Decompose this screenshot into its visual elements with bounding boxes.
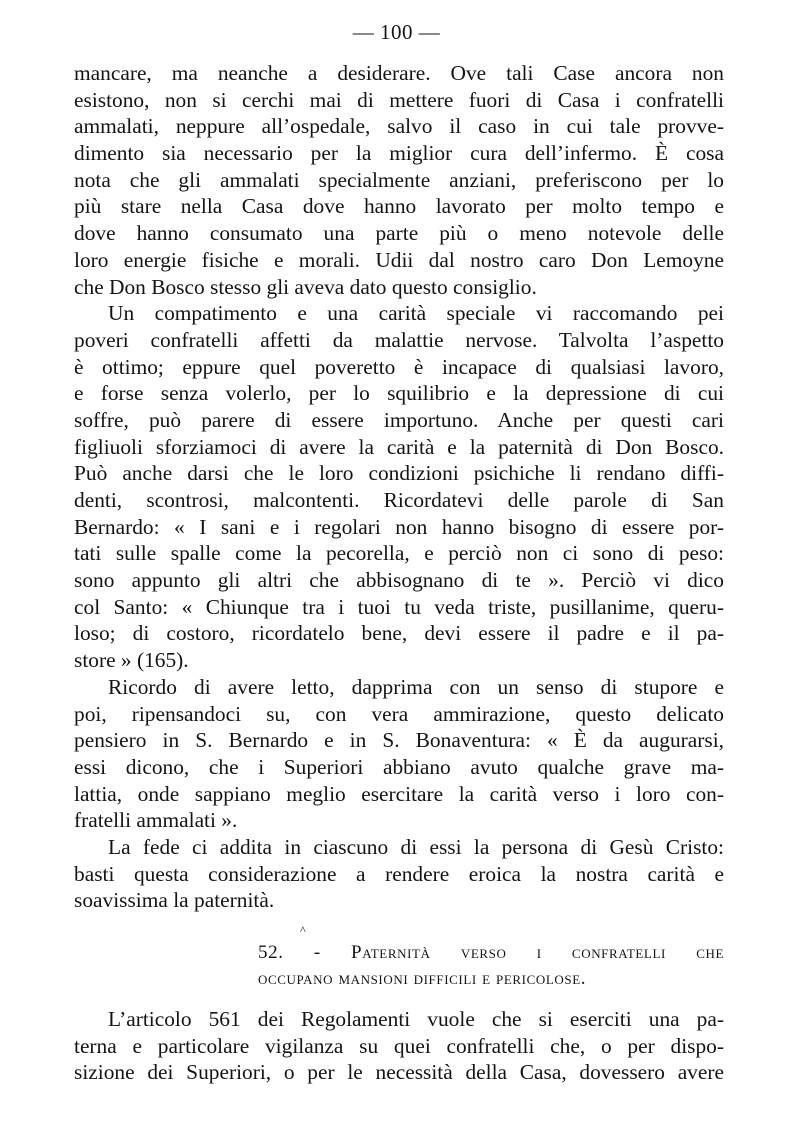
text-line: ammalati, neppure all’ospedale, salvo il caso in cui tale provve- [74, 114, 724, 139]
page-number: — 100 — [352, 20, 441, 44]
text-line: store » (165). [74, 648, 189, 673]
text-line: col Santo: « Chiunque tra i tuoi tu veda triste, pusillanime, queru- [74, 594, 724, 619]
text-line: più stare nella Casa dove hanno lavorato per molto tempo e [74, 194, 724, 219]
text-line: esistono, non si cerchi mai di mettere fuori di Casa i confratelli [74, 87, 724, 112]
text-line: denti, scontrosi, malcontenti. Ricordatevi delle parole di San [74, 488, 724, 512]
text-line: Può anche darsi che le loro condizioni psichiche li rendano diffi- [74, 461, 724, 486]
text-line: è ottimo; eppure quel poveretto è incapace di qualsiasi lavoro, [74, 354, 724, 379]
text-line: basti questa considerazione a rendere eroica la nostra carità e [74, 861, 724, 886]
closing-paragraph [74, 1006, 724, 1086]
text-line: soavissima la paternità. [74, 888, 275, 913]
text-line: loso; di costoro, ricordatelo bene, devi essere il padre e il pa- [74, 621, 724, 646]
text-line: essi dicono, che i Superiori abbiano avuto qualche grave ma- [74, 754, 724, 779]
text-line: poveri confratelli affetti da malattie nervose. Talvolta l’aspetto [74, 327, 724, 352]
text-line: terna e particolare vigilanza su quei confratelli che, o per dispo- [74, 1033, 724, 1058]
section-heading-line: 52. - Paternità verso i confratelli che [258, 942, 724, 963]
text-line: sizione dei Superiori, o per le necessità della Casa, dovessero avere [74, 1060, 724, 1085]
text-line: loro energie fisiche e morali. Udii dal nostro caro Don Lemoyne [74, 247, 724, 272]
text-line: Un compatimento e una carità speciale vi raccomando pei [108, 301, 724, 326]
text-line: L’articolo 561 dei Regolamenti vuole che si eserciti una pa- [108, 1007, 724, 1031]
print-mark: ^ [300, 923, 306, 937]
text-line: Ricordo di avere letto, dapprima con un senso di stupore e [108, 674, 724, 699]
body-text [74, 60, 724, 914]
text-line: poi, ripensandoci su, con vera ammirazione, questo delicato [74, 701, 724, 726]
text-line: pensiero in S. Bernardo e in S. Bonaventura: « È da augurarsi, [74, 728, 724, 753]
text-line: che Don Bosco stesso gli aveva dato questo consiglio. [74, 274, 537, 299]
text-line: soffre, può parere di essere importuno. Anche per questi cari [74, 407, 724, 432]
text-line: Bernardo: « I sani e i regolari non hanno bisogno di essere por- [74, 514, 724, 539]
text-line: e forse senza volerlo, per lo squilibrio e la depressione di cui [74, 381, 724, 406]
text-line: fratelli ammalati ». [74, 808, 238, 833]
text-line: tati sulle spalle come la pecorella, e perciò non ci sono di peso: [74, 541, 724, 566]
text-line: dove hanno consumato una parte più o meno notevole delle [74, 221, 724, 246]
text-line: La fede ci addita in ciascuno di essi la persona di Gesù Cristo: [108, 834, 724, 859]
text-line: lattia, onde sappiano meglio esercitare la carità verso i loro con- [74, 781, 724, 806]
text-line: nota che gli ammalati specialmente anziani, preferiscono per lo [74, 167, 724, 192]
text-line: figliuoli sforziamoci di avere la carità e la paternità di Don Bosco. [74, 434, 724, 459]
section-heading-line: occupano mansioni difficili e pericolose. [258, 968, 587, 989]
text-line: mancare, ma neanche a desiderare. Ove tali Case ancora non [74, 61, 724, 85]
text-line: dimento sia necessario per la miglior cura dell’infermo. È cosa [74, 141, 724, 166]
section-heading [258, 940, 724, 992]
text-line: sono appunto gli altri che abbisognano di te ». Perciò vi dico [74, 568, 724, 593]
